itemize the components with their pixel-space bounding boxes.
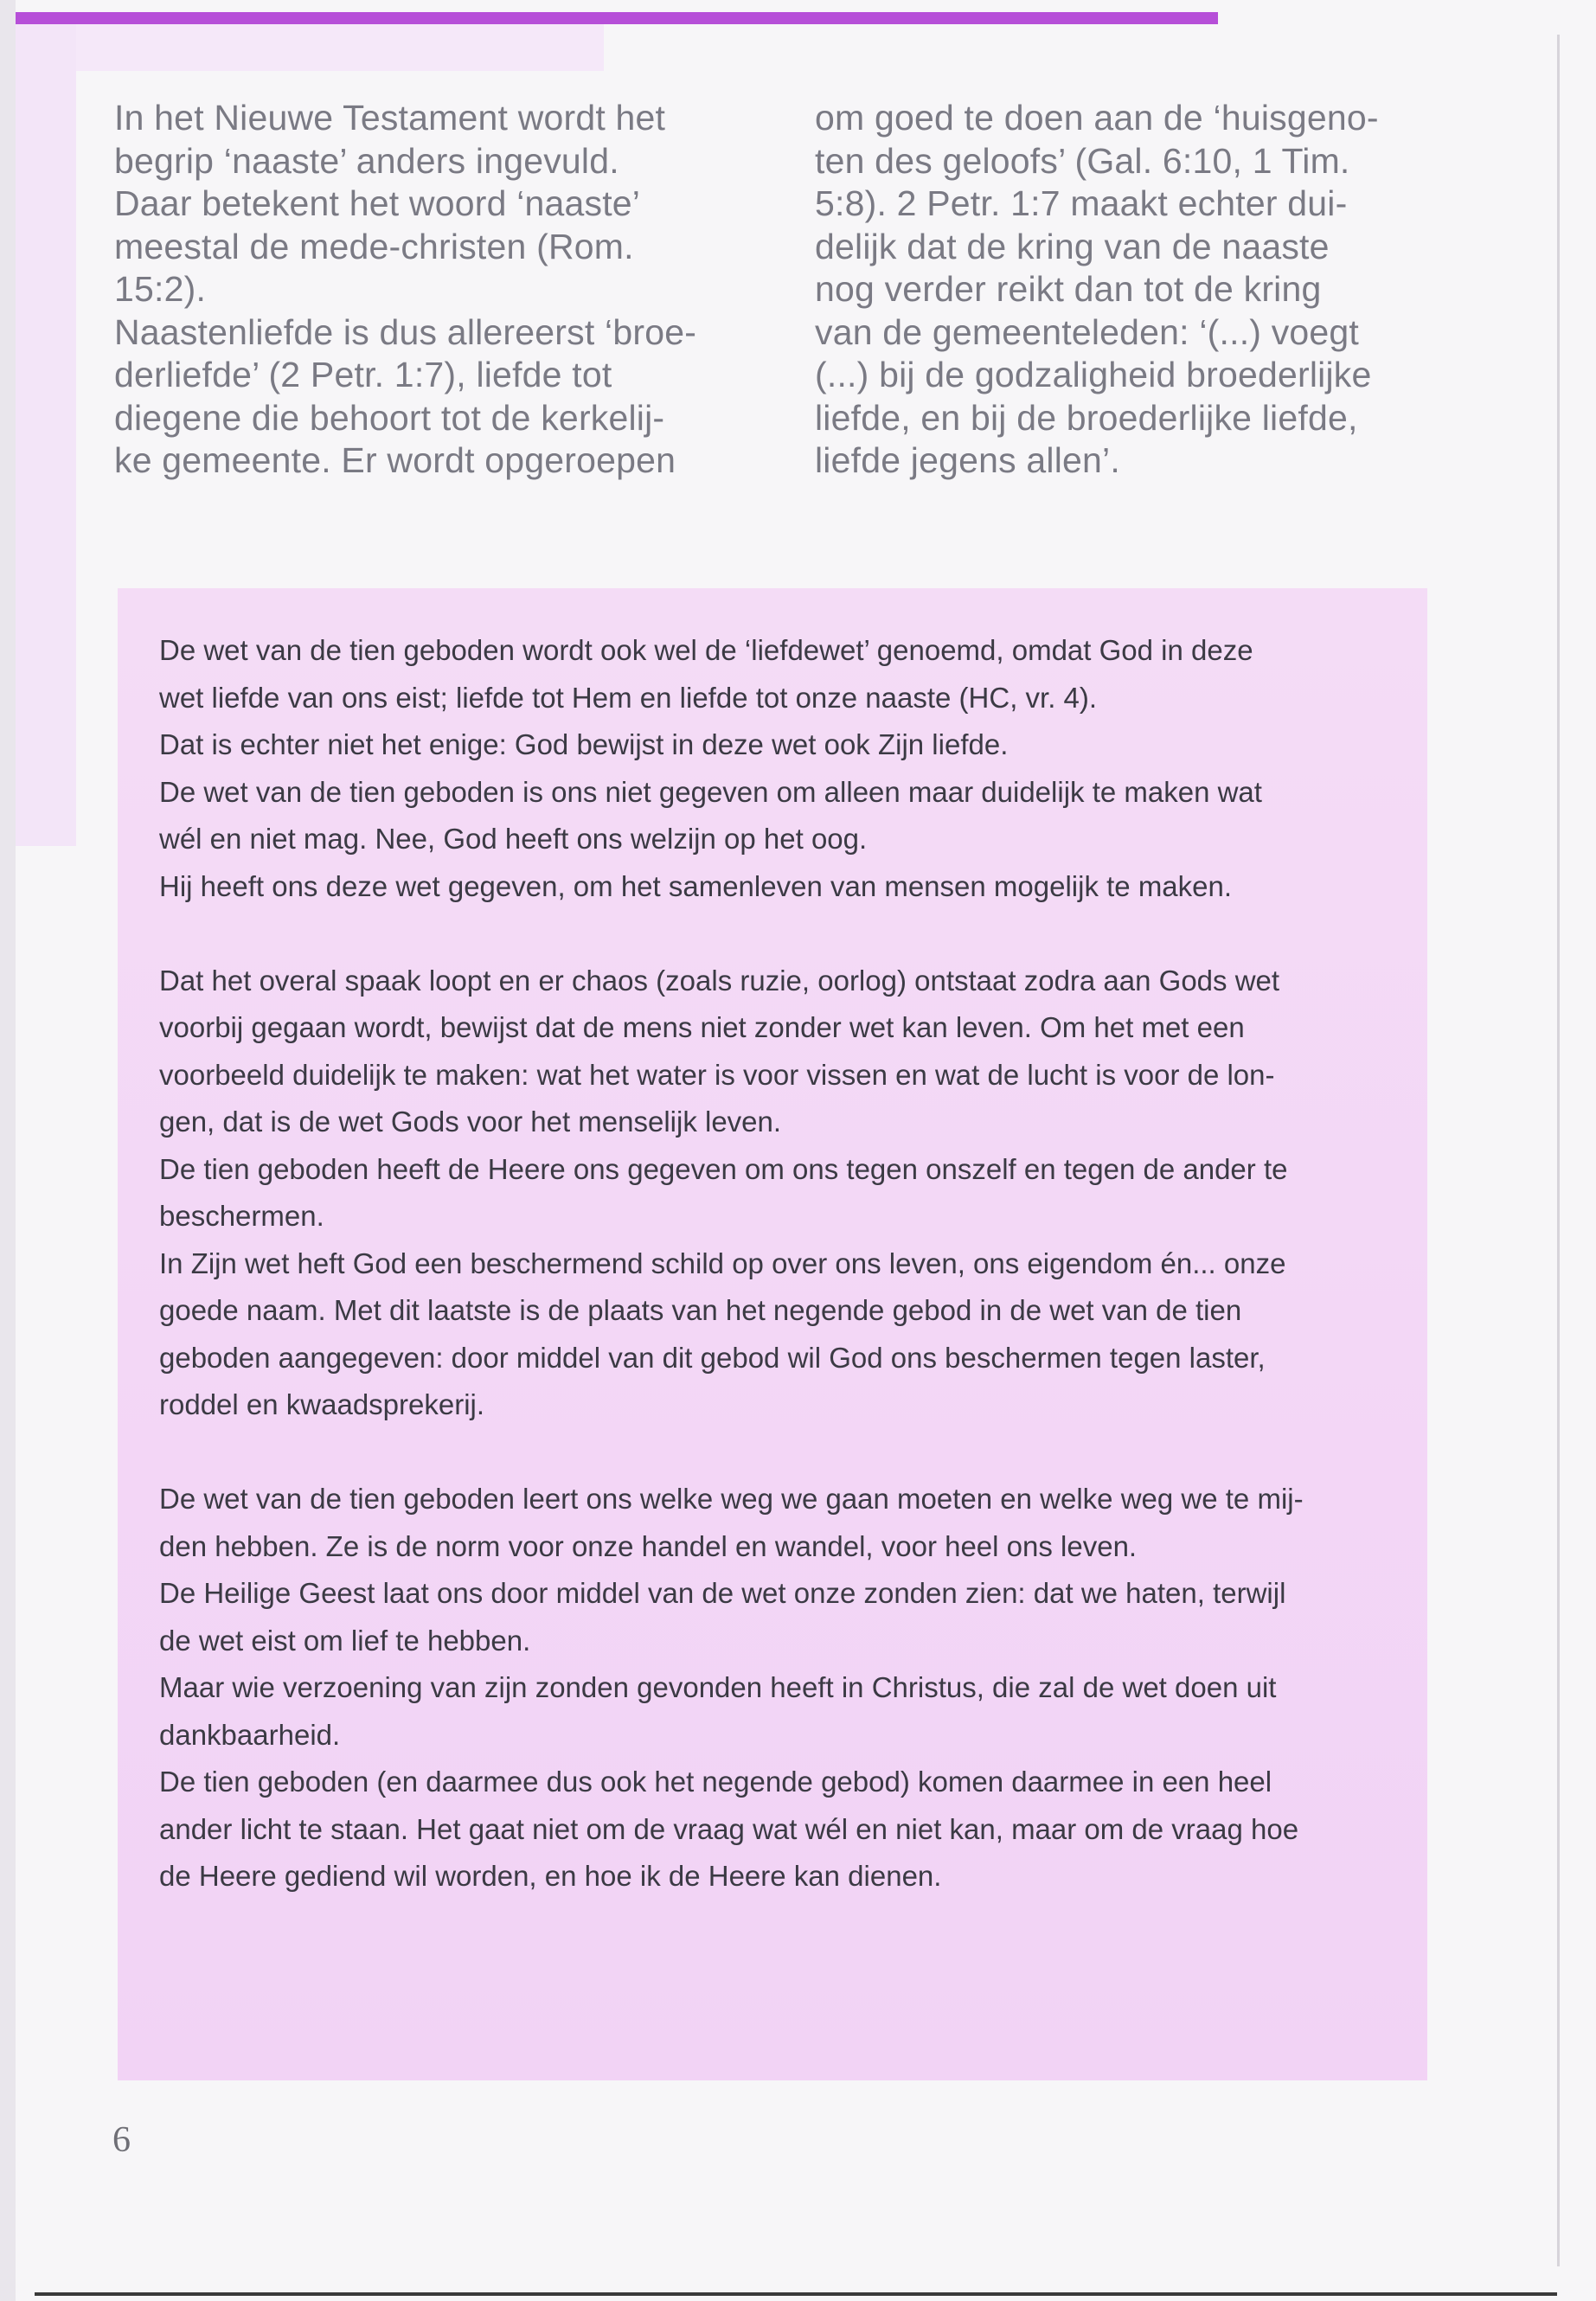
panel-paragraph: De Heilige Geest laat ons door middel van de wet onze zonden zien: dat we haten, terwijl de wet eist om lief te hebben.: [159, 1577, 1286, 1657]
page-left-margin: [0, 0, 16, 2301]
panel-paragraph: De tien geboden heeft de Heere ons gegeven om ons tegen onszelf en tegen de ander te beschermen.: [159, 1152, 1288, 1232]
panel-paragraph: De wet van de tien geboden is ons niet gegeven om alleen maar duidelijk te maken wat wél en niet mag. Nee, God heeft ons welzijn op het oog.: [159, 775, 1262, 855]
panel-text: [159, 627, 1396, 1900]
panel-paragraph: Maar wie verzoening van zijn zonden gevonden heeft in Christus, die zal de wet doen uit dankbaarheid.: [159, 1671, 1277, 1751]
intro-paragraph-left: In het Nieuwe Testament wordt het begrip ‘naaste’ anders ingevuld. Daar betekent het woord ‘naaste’ meestal de mede-christen (Rom. 15:2). Naastenliefde is dus allereerst ‘broe- derliefde’ (2 Petr. 1:7), liefde tot diegene die behoort tot de kerkelij- ke gemeente. Er wordt opgeroepen: [114, 98, 697, 480]
panel-paragraph: Hij heeft ons deze wet gegeven, om het samenleven van mensen mogelijk te maken.: [159, 869, 1233, 902]
intro-paragraph-right: om goed te doen aan de ‘huisgeno- ten des geloofs’ (Gal. 6:10, 1 Tim. 5:8). 2 Petr. 1:7 maakt echter dui- delijk dat de kring van de naaste nog verder reikt dan tot de kring van de gemeenteleden: ‘(...) voegt (...) bij de godzaligheid broederlijke liefde, en bij de broederlijke liefde, liefde jegens allen’.: [815, 98, 1379, 480]
top-accent-tint: [16, 24, 604, 71]
panel-paragraph: De tien geboden (en daarmee dus ook het negende gebod) komen daarmee in een heel ander licht te staan. Het gaat niet om de vraag wat wél en niet kan, maar om de vraag hoe de Heere gediend wil worden, en hoe ik de Heere kan dienen.: [159, 1766, 1299, 1892]
panel-paragraph: De wet van de tien geboden leert ons welke weg we gaan moeten en welke weg we te mij- den hebben. Ze is de norm voor onze handel en wandel, voor heel ons leven.: [159, 1483, 1304, 1562]
panel-paragraph: De wet van de tien geboden wordt ook wel de ‘liefdewet’ genoemd, omdat God in deze wet liefde van ons eist; liefde tot Hem en liefde tot onze naaste (HC, vr. 4).: [159, 634, 1253, 714]
intro-text-columns: [114, 97, 1464, 503]
left-accent-band: [16, 24, 76, 846]
intro-column-left: [114, 97, 772, 483]
page-number: 6: [112, 2120, 131, 2160]
paragraph-gap: [159, 910, 1396, 958]
top-accent-bar: [16, 12, 1218, 24]
paragraph-gap: [159, 1429, 1396, 1477]
page-edge-right: [1557, 35, 1560, 2266]
highlight-panel: [118, 588, 1427, 2080]
panel-paragraph: In Zijn wet heft God een beschermend schild op over ons leven, ons eigendom én... onze goede naam. Met dit laatste is de plaats van het negende gebod in de wet van de tien geboden aangegeven: door middel van dit gebod wil God ons beschermen tegen laster, roddel en kwaadsprekerij.: [159, 1247, 1286, 1420]
intro-column-right: [815, 97, 1472, 483]
panel-paragraph: Dat het overal spaak loopt en er chaos (zoals ruzie, oorlog) ontstaat zodra aan Gods wet voorbij gegaan wordt, bewijst dat de mens niet zonder wet kan leven. Om het met een voorbeeld duidelijk te maken: wat het water is voor vissen en wat de lucht is voor de lon- gen, dat is de wet Gods voor het menselijk leven.: [159, 964, 1280, 1138]
panel-paragraph: Dat is echter niet het enige: God bewijst in deze wet ook Zijn liefde.: [159, 728, 1009, 760]
page-edge-bottom: [35, 2292, 1557, 2296]
